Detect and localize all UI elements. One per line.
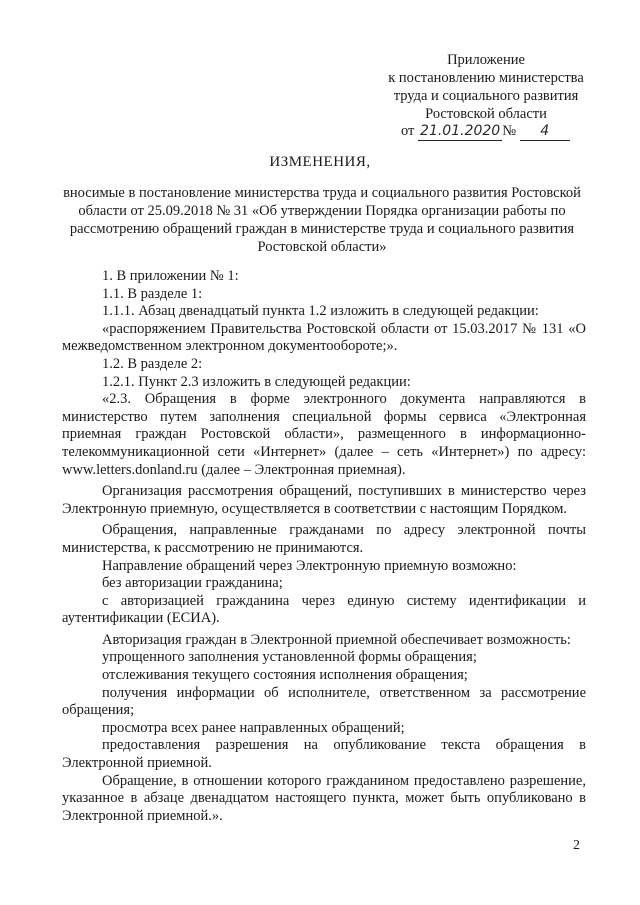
body-paragraph: «распоряжением Правительства Ростовской области от 15.03.2017 № 131 «О межведомственном электронном документообороте;». bbox=[62, 320, 586, 355]
appendix-line: Приложение bbox=[447, 52, 525, 68]
body-paragraph: Авторизация граждан в Электронной приемной обеспечивает возможность: bbox=[102, 631, 571, 648]
number-prefix: № bbox=[502, 123, 517, 139]
handwritten-number: 4 bbox=[520, 122, 570, 141]
body-paragraph: Обращения, направленные гражданами по адресу электронной почты министерства, к рассмотрению не принимаются. bbox=[62, 522, 586, 556]
body-paragraph: Организация рассмотрения обращений, поступивших в министерство через Электронную приемную, осуществляется в соответствии с настоящим Порядком. bbox=[62, 483, 586, 517]
body-paragraph: 1.1.1. Абзац двенадцатый пункта 1.2 изложить в следующей редакции: bbox=[102, 303, 539, 320]
appendix-line: к постановлению министерства bbox=[388, 70, 584, 86]
appendix-line: труда и социального развития bbox=[393, 88, 579, 104]
date-prefix: от bbox=[401, 123, 415, 139]
body-paragraph: отслеживания текущего состояния исполнения обращения; bbox=[102, 667, 468, 684]
body-paragraph: «2.3. Обращения в форме электронного документа направляются в министерство путем заполнения специальной формы сервиса «Электронная приемная граждан Ростовской области», размещенного в информационно-телекоммуникационной сети «Интернет» (далее – сеть «Интернет») по адресу: www.letters.donland.ru (далее – Электронная приемная). bbox=[62, 391, 586, 478]
body-paragraph: 1.2. В разделе 2: bbox=[102, 355, 203, 372]
body-paragraph: упрощенного заполнения установленной формы обращения; bbox=[102, 649, 477, 666]
appendix-line: Ростовской области bbox=[425, 106, 547, 122]
body-paragraph: предоставления разрешения на опубликование текста обращения в Электронной приемной. bbox=[62, 737, 586, 772]
handwritten-date: 21.01.2020 bbox=[420, 123, 501, 139]
document-title: ИЗМЕНЕНИЯ, bbox=[269, 154, 371, 170]
body-paragraph: без авторизации гражданина; bbox=[102, 575, 283, 592]
body-paragraph: с авторизацией гражданина через единую систему идентификации и аутентификации (ЕСИА). bbox=[62, 592, 586, 627]
body-paragraph: 1. В приложении № 1: bbox=[102, 268, 239, 284]
body-paragraph: Направление обращений через Электронную приемную возможно: bbox=[102, 557, 517, 574]
date-number-line bbox=[401, 122, 570, 141]
document-body bbox=[62, 268, 586, 825]
document-subtitle: вносимые в постановление министерства труда и социального развития Ростовской области от 25.09.2018 № 31 «Об утверждении Порядка организации работы по рассмотрению обращений граждан в министерстве труда и социального развития Ростовской области» bbox=[63, 185, 581, 255]
body-paragraph: 1.1. В разделе 1: bbox=[102, 285, 203, 302]
appendix-header bbox=[376, 51, 596, 123]
body-paragraph: получения информации об исполнителе, ответственном за рассмотрение обращения; bbox=[62, 684, 586, 719]
page-number: 2 bbox=[573, 838, 580, 853]
body-paragraph: просмотра всех ранее направленных обращений; bbox=[102, 719, 405, 736]
body-paragraph: Обращение, в отношении которого гражданином предоставлено разрешение, указанное в абзаце двенадцатом настоящего пункта, может быть опубликовано в Электронной приемной.». bbox=[62, 772, 586, 824]
body-paragraph: 1.2.1. Пункт 2.3 изложить в следующей редакции: bbox=[102, 373, 411, 390]
